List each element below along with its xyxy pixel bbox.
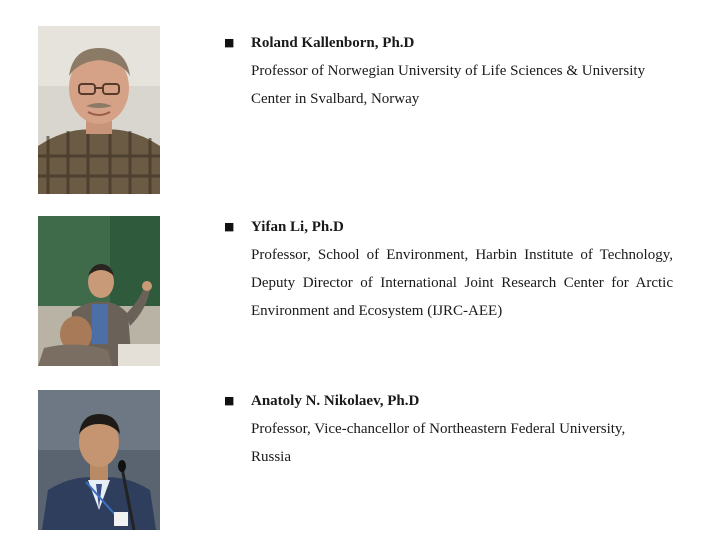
speaker-photo-1	[38, 26, 160, 194]
speaker-name-1: Roland Kallenborn, Ph.D	[251, 35, 415, 51]
speaker-name-2: Yifan Li, Ph.D	[251, 219, 344, 235]
speaker-description-2: Professor, School of Environment, Harbin Institute of Technology, Deputy Director of International Joint Research Center for Arctic Environment and Ecosystem (IJRC-AEE)	[251, 247, 673, 319]
speaker-info-2	[251, 213, 673, 325]
list-bullet-2: ■	[224, 220, 235, 233]
list-bullet-3: ■	[224, 394, 235, 407]
speaker-info-1	[251, 29, 673, 113]
speaker-info-3	[251, 387, 673, 471]
speaker-photo-3	[38, 390, 160, 530]
list-bullet-1: ■	[224, 36, 235, 49]
speaker-photo-2	[38, 216, 160, 366]
presentation-photo-icon	[38, 216, 160, 366]
speaker-description-1: Professor of Norwegian University of Life Sciences & University Center in Svalbard, Norway	[251, 63, 646, 107]
speaker-description-3: Professor, Vice-chancellor of Northeastern Federal University, Russia	[251, 421, 626, 465]
portrait-photo-icon	[38, 390, 160, 530]
portrait-photo-icon	[38, 26, 160, 194]
speaker-name-3: Anatoly N. Nikolaev, Ph.D	[251, 393, 420, 409]
